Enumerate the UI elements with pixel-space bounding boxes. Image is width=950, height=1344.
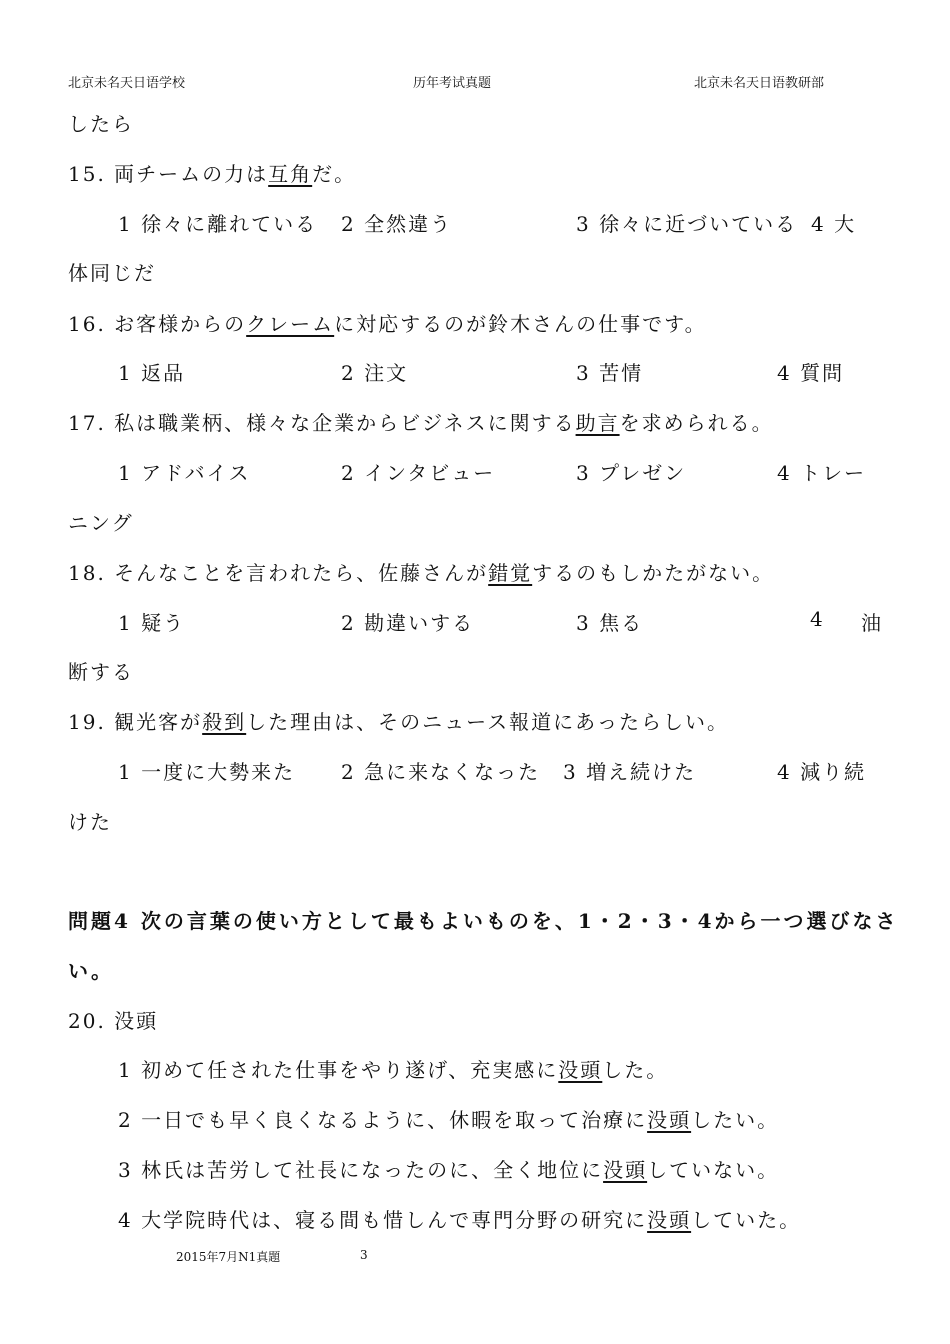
- question-17: [68, 407, 774, 436]
- question-text: そんなことを言われたら、佐藤さんが: [114, 561, 489, 585]
- question-text-end: した理由は、そのニュース報道にあったらしい。: [246, 710, 729, 734]
- question-number: 18.: [68, 561, 106, 585]
- option-wrap: ニング: [68, 511, 134, 535]
- option-text: 大学院時代は、寝る間も惜しんで専門分野の研究に: [141, 1208, 648, 1232]
- page-number: 3: [360, 1248, 368, 1262]
- header-left: 北京未名天日语学校: [68, 76, 186, 91]
- underlined-word: 助言: [575, 411, 620, 435]
- question-text-end: に対応するのが鈴木さんの仕事です。: [334, 312, 707, 336]
- question-number: 17.: [68, 411, 106, 435]
- option-2: 2 急に来なくなった: [341, 760, 541, 784]
- option-1: 1 疑う: [118, 611, 186, 635]
- option-2: 2 インタビュー: [341, 461, 496, 485]
- option-number: 3: [118, 1158, 133, 1182]
- question-18: [68, 557, 774, 586]
- option-4: 4 減り続: [777, 760, 867, 784]
- question-number: 16.: [68, 312, 106, 336]
- question-text: 私は職業柄、様々な企業からビジネスに関する: [114, 411, 576, 435]
- section-heading: 問題4 次の言葉の使い方として最もよいものを、1・2・3・4から一つ選びなさ: [68, 909, 899, 933]
- option-3: 3 増え続けた: [563, 760, 697, 784]
- question-text-end: するのもしかたがない。: [532, 561, 775, 585]
- question-text-end: を求められる。: [619, 411, 774, 435]
- option-text-end: した。: [602, 1058, 669, 1082]
- option-wrap: 断する: [68, 660, 134, 684]
- question-number: 15.: [68, 162, 106, 186]
- option-3: 3 苦情: [576, 361, 644, 385]
- option-2: 2 勘違いする: [341, 611, 475, 635]
- question-text-end: だ。: [312, 162, 357, 186]
- option-3: 3 徐々に近づいている: [576, 212, 798, 236]
- underlined-word: 殺到: [202, 710, 247, 734]
- question-15: [68, 158, 356, 187]
- option-1: 1 返品: [118, 361, 186, 385]
- question-20: [68, 1005, 158, 1034]
- option-2: 2 全然違う: [341, 212, 453, 236]
- option-text: 林氏は苦労して社長になったのに、全く地位に: [141, 1158, 604, 1182]
- usage-option-2: [118, 1104, 779, 1133]
- question-number: 20.: [68, 1009, 106, 1033]
- underlined-word: 没頭: [647, 1208, 692, 1232]
- option-2: 2 注文: [341, 361, 409, 385]
- question-16: [68, 308, 707, 337]
- option-text: 初めて任された仕事をやり遂げ、充実感に: [141, 1058, 559, 1082]
- footer-label: 2015年7月N1真題: [176, 1250, 281, 1264]
- question-number: 19.: [68, 710, 106, 734]
- option-4-number: 4: [810, 607, 825, 631]
- option-4: 4 大: [811, 212, 857, 236]
- option-3: 3 プレゼン: [576, 461, 687, 485]
- option-text-end: していない。: [647, 1158, 780, 1182]
- underlined-word: 没頭: [603, 1158, 648, 1182]
- usage-option-1: [118, 1054, 668, 1083]
- option-4-text: 油: [861, 611, 883, 635]
- option-4: 4 質問: [777, 361, 845, 385]
- option-wrap: 体同じだ: [68, 261, 156, 285]
- underlined-word: 没頭: [558, 1058, 603, 1082]
- underlined-word: 没頭: [647, 1108, 692, 1132]
- underlined-word: 錯覚: [488, 561, 533, 585]
- option-3: 3 焦る: [576, 611, 644, 635]
- question-text: 観光客が: [114, 710, 203, 734]
- option-number: 2: [118, 1108, 133, 1132]
- question-19: [68, 706, 729, 735]
- option-text-end: したい。: [691, 1108, 780, 1132]
- header-center: 历年考试真题: [413, 76, 492, 91]
- continuation-text: したら: [68, 112, 134, 136]
- underlined-word: クレーム: [246, 312, 335, 336]
- option-text: 一日でも早く良くなるように、休暇を取って治療に: [141, 1108, 648, 1132]
- question-text: 両チームの力は: [114, 162, 269, 186]
- option-text-end: していた。: [691, 1208, 802, 1232]
- option-number: 4: [118, 1208, 133, 1232]
- question-text: お客様からの: [114, 312, 247, 336]
- header-right: 北京未名天日语教研部: [694, 76, 825, 91]
- section-heading-wrap: い。: [68, 959, 114, 983]
- option-1: 1 一度に大勢来た: [118, 760, 296, 784]
- option-1: 1 徐々に離れている: [118, 212, 318, 236]
- option-number: 1: [118, 1058, 133, 1082]
- option-4: 4 トレー: [777, 461, 867, 485]
- option-1: 1 アドバイス: [118, 461, 251, 485]
- usage-option-3: [118, 1154, 779, 1183]
- question-word: 没頭: [114, 1009, 159, 1033]
- usage-option-4: [118, 1204, 801, 1233]
- option-wrap: けた: [68, 810, 112, 834]
- underlined-word: 互角: [268, 162, 313, 186]
